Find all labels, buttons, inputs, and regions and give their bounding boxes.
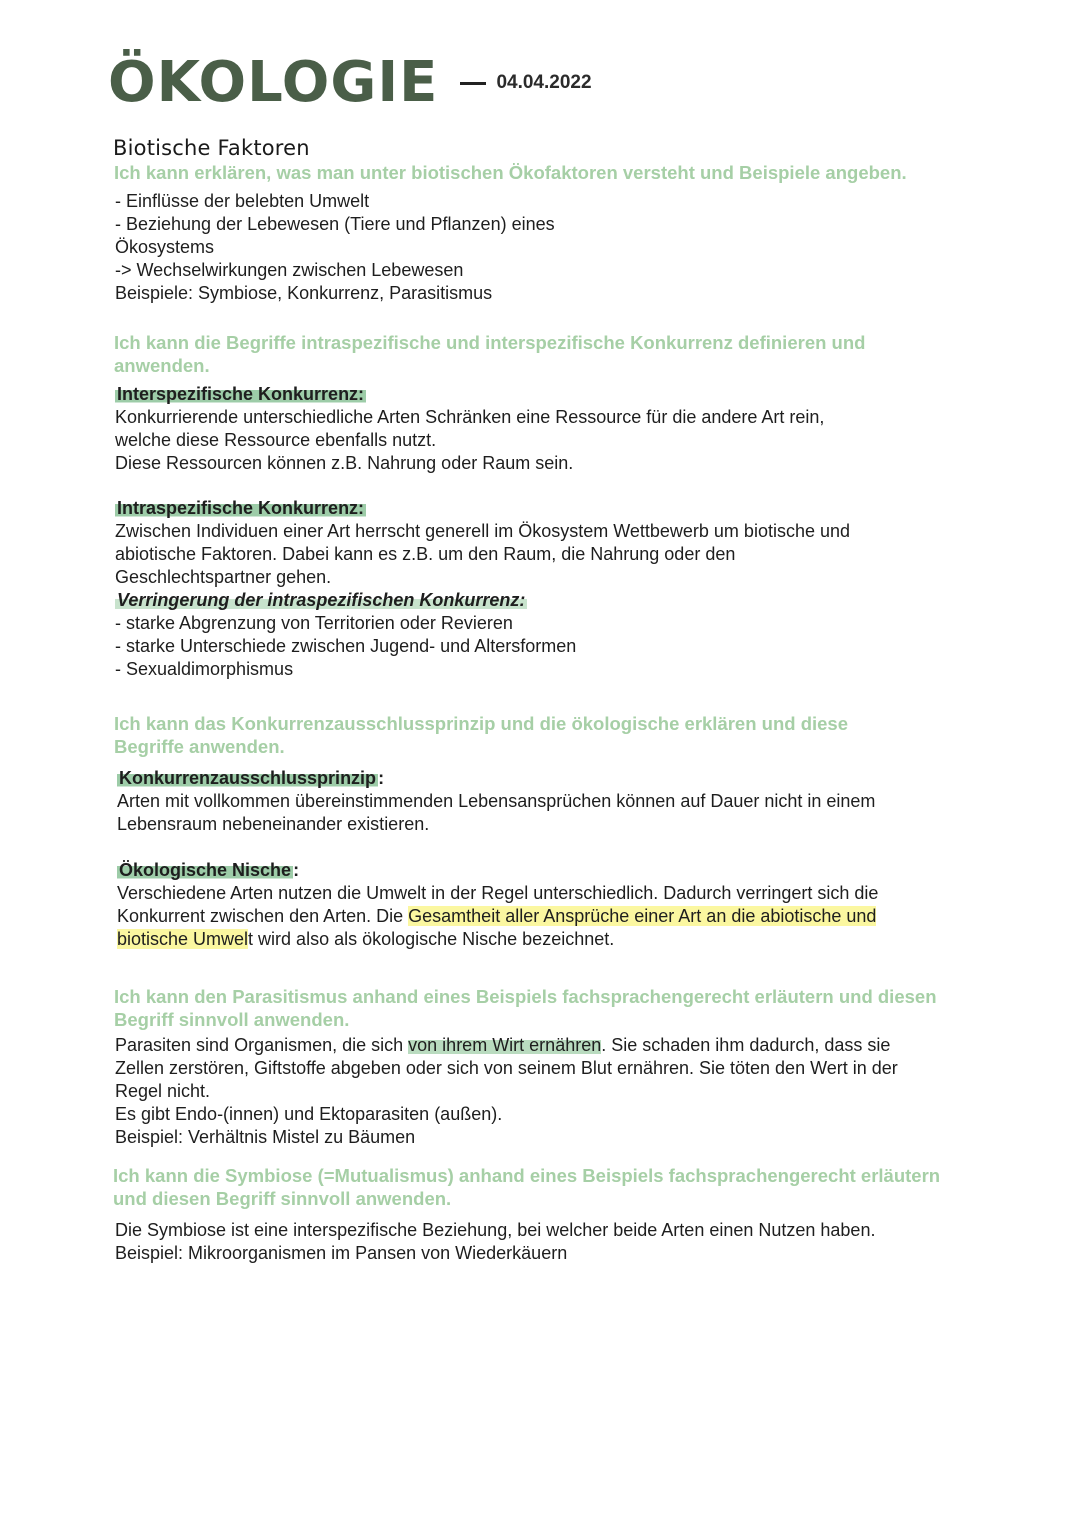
term-reduction: Verringerung der intraspezifischen Konkurrenz: — [117, 590, 526, 610]
text-line: - Einflüsse der belebten Umwelt — [115, 191, 370, 211]
highlight-yellow: Gesamtheit aller Ansprüche einer Art an die abiotische und — [408, 906, 877, 926]
learning-goal-exclusion-principle — [114, 712, 1014, 758]
term-exclusion-principle: Konkurrenzausschlussprinzip — [119, 768, 377, 788]
goal-text: Ich kann erklären, was man unter biotischen Ökofaktoren versteht und Beispiele angeben. — [114, 162, 907, 183]
text-line: abiotische Faktoren. Dabei kann es z.B. um den Raum, die Nahrung oder den — [115, 544, 736, 564]
text-segment: . Sie schaden ihm dadurch, dass sie — [601, 1035, 891, 1055]
goal-text: Begriff sinnvoll anwenden. — [114, 1009, 350, 1030]
text-line: Geschlechtspartner gehen. — [115, 567, 332, 587]
text-line: Die Symbiose ist eine interspezifische Beziehung, bei welcher beide Arten einen Nutzen haben. — [115, 1220, 876, 1240]
text-line: - Beziehung der Lebewesen (Tiere und Pflanzen) eines — [115, 214, 555, 234]
text-line — [117, 928, 1017, 951]
learning-goal-parasitism — [114, 985, 1014, 1031]
learning-goal-biotic-factors — [114, 161, 1014, 184]
parasitism-text — [115, 1034, 1015, 1149]
term-colon: : — [378, 768, 385, 788]
title-dash — [460, 82, 486, 85]
goal-text: anwenden. — [114, 355, 210, 376]
list-item: - Sexualdimorphismus — [115, 659, 294, 679]
list-item: - starke Abgrenzung von Territorien oder Revieren — [115, 613, 513, 633]
highlight-yellow: biotische Umwel — [117, 929, 249, 949]
text-line: welche diese Ressource ebenfalls nutzt. — [115, 430, 437, 450]
goal-text: und diesen Begriff sinnvoll anwenden. — [113, 1188, 452, 1209]
term-colon: : — [293, 860, 300, 880]
page-title: ÖKOLOGIE — [108, 50, 439, 115]
ecological-niche — [117, 859, 1017, 951]
text-segment: Parasiten sind Organismen, die sich — [115, 1035, 409, 1055]
text-line: Regel nicht. — [115, 1081, 211, 1101]
title-row — [108, 52, 592, 114]
text-line: Zwischen Individuen einer Art herrscht generell im Ökosystem Wettbewerb um biotische und — [115, 521, 851, 541]
text-line: Diese Ressourcen können z.B. Nahrung oder Raum sein. — [115, 453, 574, 473]
goal-text: Ich kann das Konkurrenzausschlussprinzip und die ökologische erklären und diese — [114, 713, 849, 734]
page-date: 04.04.2022 — [496, 72, 592, 93]
term-ecological-niche: Ökologische Nische — [119, 860, 292, 880]
text-segment: Konkurrent zwischen den Arten. Die — [117, 906, 409, 926]
text-line: Zellen zerstören, Giftstoffe abgeben oder sich von seinem Blut ernähren. Sie töten den Wert in der — [115, 1058, 898, 1078]
biotic-factors-text — [115, 190, 1015, 305]
text-line: Beispiel: Mikroorganismen im Pansen von Wiederkäuern — [115, 1243, 568, 1263]
text-line: Es gibt Endo-(innen) und Ektoparasiten (außen). — [115, 1104, 503, 1124]
goal-text: Ich kann die Symbiose (=Mutualismus) anhand eines Beispiels fachsprachengerecht erläutern — [113, 1165, 941, 1186]
goal-text: Ich kann die Begriffe intraspezifische und interspezifische Konkurrenz definieren und — [114, 332, 866, 353]
interspecific-competition — [115, 383, 1015, 475]
text-line: Lebensraum nebeneinander existieren. — [117, 814, 430, 834]
section-heading: Biotische Faktoren — [113, 136, 310, 160]
exclusion-principle — [117, 767, 1017, 836]
text-line: Arten mit vollkommen übereinstimmenden Lebensansprüchen können auf Dauer nicht in einem — [117, 791, 876, 811]
symbiosis-text — [115, 1219, 1015, 1265]
text-line: Verschiedene Arten nutzen die Umwelt in der Regel unterschiedlich. Dadurch verringert sich die — [117, 883, 879, 903]
text-line: Ökosystems — [115, 237, 215, 257]
text-line: Konkurrierende unterschiedliche Arten Schränken eine Ressource für die andere Art rein, — [115, 407, 825, 427]
intraspecific-competition — [115, 497, 1015, 681]
text-line: -> Wechselwirkungen zwischen Lebewesen — [115, 260, 464, 280]
text-line: Beispiele: Symbiose, Konkurrenz, Parasitismus — [115, 283, 493, 303]
list-item: - starke Unterschiede zwischen Jugend- und Altersformen — [115, 636, 577, 656]
goal-text: Ich kann den Parasitismus anhand eines Beispiels fachsprachengerecht erläutern und diesen — [114, 986, 937, 1007]
term-interspecific: Interspezifische Konkurrenz: — [117, 384, 365, 404]
learning-goal-competition — [114, 331, 1014, 377]
text-line — [115, 1034, 1015, 1057]
highlight-green: von ihrem Wirt ernähren — [408, 1035, 602, 1055]
text-segment: t wird also als ökologische Nische bezeichnet. — [248, 929, 615, 949]
term-intraspecific: Intraspezifische Konkurrenz: — [117, 498, 365, 518]
learning-goal-symbiosis — [113, 1164, 1013, 1210]
text-line — [117, 905, 1017, 928]
goal-text: Begriffe anwenden. — [114, 736, 285, 757]
text-line: Beispiel: Verhältnis Mistel zu Bäumen — [115, 1127, 416, 1147]
